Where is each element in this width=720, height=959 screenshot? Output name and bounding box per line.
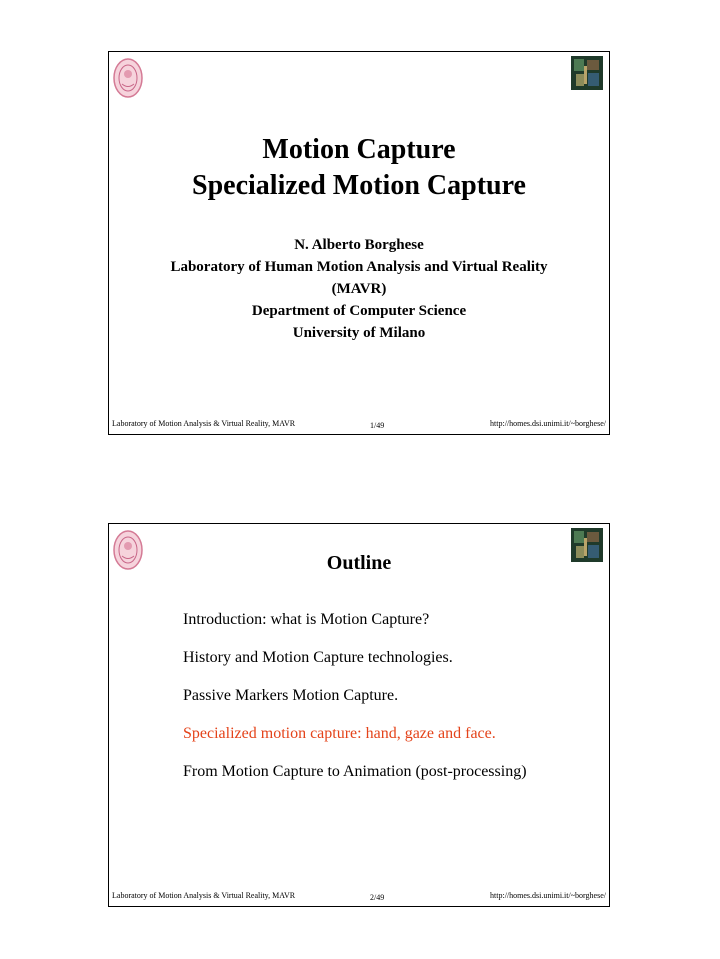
department: Department of Computer Science [251, 303, 467, 319]
outline-item-current: Specialized motion capture: hand, gaze and face. [183, 725, 496, 742]
outline-item: Passive Markers Motion Capture. [183, 687, 399, 704]
outline-slide [108, 523, 610, 907]
university: University of Milano [292, 325, 426, 341]
footer-lab: Laboratory of Motion Analysis & Virtual Reality, MAVR [112, 891, 296, 900]
lab-name: Laboratory of Human Motion Analysis and Virtual Reality [170, 259, 548, 275]
author-name: N. Alberto Borghese [294, 237, 424, 253]
outline-item: Introduction: what is Motion Capture? [183, 611, 430, 628]
slide-footer [112, 890, 606, 900]
title-line-1: Motion Capture [262, 134, 456, 165]
title-slide [108, 51, 610, 435]
slide-footer [112, 418, 606, 428]
slide-title: Outline [326, 552, 392, 574]
outline-list [183, 610, 527, 800]
outline-item: History and Motion Capture technologies. [183, 649, 453, 666]
lab-thumbnail-icon [571, 56, 603, 90]
author-block [109, 234, 609, 344]
footer-page-number: 1/49 [370, 421, 385, 430]
title-line-2: Specialized Motion Capture [192, 170, 526, 201]
university-seal-icon [112, 56, 144, 100]
footer-url: http://homes.dsi.unimi.it/~borghese/ [490, 419, 606, 428]
footer-lab: Laboratory of Motion Analysis & Virtual Reality, MAVR [112, 419, 296, 428]
footer-page-number: 2/49 [370, 893, 385, 902]
slide-title [109, 132, 609, 204]
lab-acronym: (MAVR) [331, 281, 387, 297]
outline-item: From Motion Capture to Animation (post-processing) [183, 763, 527, 780]
footer-url: http://homes.dsi.unimi.it/~borghese/ [490, 891, 606, 900]
